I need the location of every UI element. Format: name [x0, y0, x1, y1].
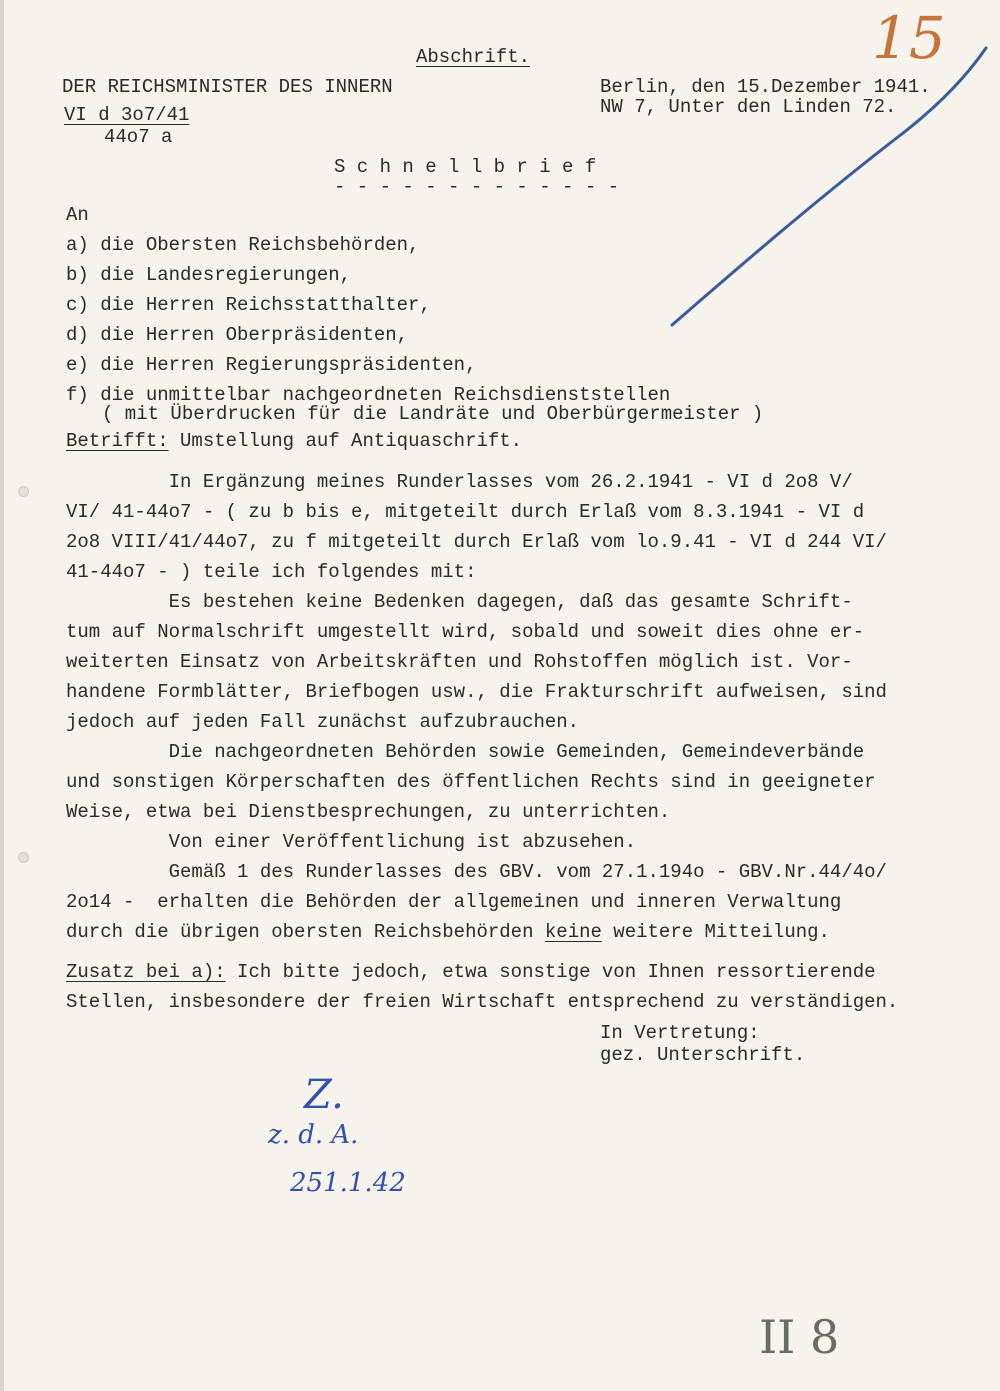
sender-address: NW 7, Unter den Linden 72.	[600, 96, 897, 118]
subject-text: Umstellung auf Antiquaschrift.	[168, 430, 523, 452]
handwritten-page-number: 15	[872, 4, 946, 72]
addendum-line: Stellen, insbesondere der freien Wirtschaft entsprechend zu verständigen.	[66, 991, 899, 1013]
body-line: Weise, etwa bei Dienstbesprechungen, zu unterrichten.	[66, 801, 671, 823]
closing-line: In Vertretung:	[600, 1022, 760, 1044]
handwritten-note: 251.1.42	[290, 1168, 406, 1198]
document-type: S c h n e l l b r i e f	[334, 156, 597, 178]
reference-number: VI d 3o7/41	[64, 104, 190, 126]
handwritten-note: Z.	[304, 1072, 344, 1118]
body-line: 2o14 - erhalten die Behörden der allgemeinen und inneren Verwaltung	[66, 891, 842, 913]
body-line: In Ergänzung meines Runderlasses vom 26.2.1941 - VI d 2o8 V/	[66, 471, 853, 493]
body-line: handene Formblätter, Briefbogen usw., die Frakturschrift aufweisen, sind	[66, 681, 887, 703]
sender: DER REICHSMINISTER DES INNERN	[62, 76, 393, 98]
body-line: Von einer Veröffentlichung ist abzusehen.	[66, 831, 637, 853]
body-line: weiterten Einsatz von Arbeitskräften und Rohstoffen möglich ist. Vor-	[66, 651, 853, 673]
recipients-intro: An	[66, 204, 89, 226]
reference-number-sub: 44o7 a	[104, 126, 173, 148]
recipient-item: b) die Landesregierungen,	[66, 264, 352, 286]
body-text: weitere Mitteilung.	[601, 921, 830, 943]
body-line: tum auf Normalschrift umgestellt wird, sobald und soweit dies ohne er-	[66, 621, 865, 643]
recipient-item: e) die Herren Regierungspräsidenten,	[66, 354, 477, 376]
recipient-item: d) die Herren Oberpräsidenten,	[66, 324, 409, 346]
handwritten-note: z. d. A.	[268, 1120, 359, 1150]
recipient-item: c) die Herren Reichsstatthalter,	[66, 294, 431, 316]
recipients-note: ( mit Überdrucken für die Landräte und Oberbürgermeister )	[102, 403, 764, 425]
punch-hole	[18, 852, 29, 863]
addendum-text: Ich bitte jedoch, etwa sonstige von Ihnen ressortierende	[225, 961, 876, 983]
addendum-line	[66, 961, 876, 983]
emphasized-word: keine	[544, 921, 602, 943]
recipient-item: a) die Obersten Reichsbehörden,	[66, 234, 420, 256]
body-line: Die nachgeordneten Behörden sowie Gemeinden, Gemeindeverbände	[66, 741, 865, 763]
body-line: VI/ 41-44o7 - ( zu b bis e, mitgeteilt durch Erlaß vom 8.3.1941 - VI d	[66, 501, 865, 523]
place-date: Berlin, den 15.Dezember 1941.	[600, 76, 931, 98]
body-line: Es bestehen keine Bedenken dagegen, daß das gesamte Schrift-	[66, 591, 853, 613]
closing-signature: gez. Unterschrift.	[600, 1044, 806, 1066]
body-line: 41-44o7 - ) teile ich folgendes mit:	[66, 561, 477, 583]
body-line: Gemäß 1 des Runderlasses des GBV. vom 27.1.194o - GBV.Nr.44/4o/	[66, 861, 887, 883]
copy-mark: Abschrift.	[416, 46, 531, 68]
body-line: und sonstigen Körperschaften des öffentlichen Rechts sind in geeigneter	[66, 771, 876, 793]
subject-label: Betrifft:	[66, 430, 169, 452]
subject-line	[66, 430, 522, 452]
punch-hole	[18, 486, 29, 497]
body-line	[66, 921, 830, 943]
body-text: durch die übrigen obersten Reichsbehörden	[66, 921, 545, 943]
addendum-label: Zusatz bei a):	[66, 961, 226, 983]
handwritten-margin-mark: II 8	[759, 1310, 840, 1364]
body-line: jedoch auf jeden Fall zunächst aufzubrauchen.	[66, 711, 580, 733]
recipient-item: f) die unmittelbar nachgeordneten Reichsdienststellen	[66, 384, 671, 406]
document-type-rule: - - - - - - - - - - - - -	[334, 176, 620, 198]
body-line: 2o8 VIII/41/44o7, zu f mitgeteilt durch Erlaß vom lo.9.41 - VI d 244 VI/	[66, 531, 887, 553]
